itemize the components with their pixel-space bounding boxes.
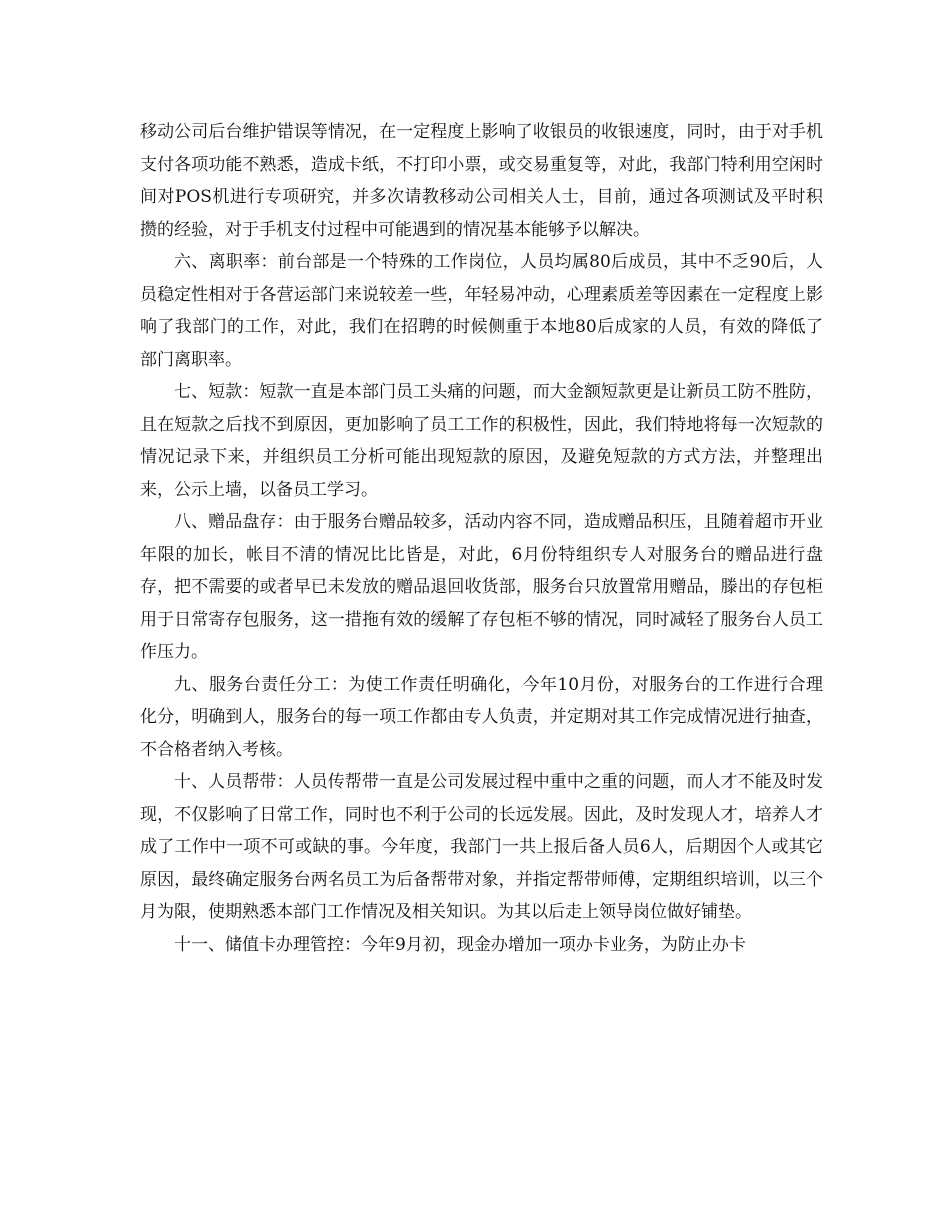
paragraph-stored-value-card: 十一、储值卡办理管控：今年9月初，现金办增加一项办卡业务，为防止办卡 <box>174 934 746 955</box>
document-page <box>140 116 823 961</box>
paragraph-responsibility-division: 九、服务台责任分工：为使工作责任明确化，今年10月份，对服务台的工作进行合理化分，明确到人，服务台的每一项工作都由专人负责，并定期对其工作完成情况进行抽查，不合格者纳入考核。 <box>140 674 823 760</box>
paragraph-cash-shortage: 七、短款：短款一直是本部门员工头痛的问题，而大金额短款更是让新员工防不胜防，且在短款之后找不到原因，更加影响了员工工作的积极性，因此，我们特地将每一次短款的情况记录下来，并组织员工分析可能出现短款的原因，及避免短款的方式方法，并整理出来，公示上墙，以备员工学习。 <box>140 382 823 500</box>
paragraph-gift-inventory: 八、赠品盘存：由于服务台赠品较多，活动内容不同，造成赠品积压，且随着超市开业年限的加长，帐目不清的情况比比皆是，对此，6月份特组织专人对服务台的赠品进行盘存，把不需要的或者早已未发放的赠品退回收货部，服务台只放置常用赠品，滕出的存包柜用于日常寄存包服务，这一措拖有效的缓解了存包柜不够的情况，同时减轻了服务台人员工作压力。 <box>140 512 823 662</box>
paragraph-staff-mentoring: 十、人员帮带：人员传帮带一直是公司发展过程中重中之重的问题，而人才不能及时发现，不仅影响了日常工作，同时也不利于公司的长远发展。因此，及时发现人才，培养人才成了工作中一项不可或缺的事。今年度，我部门一共上报后备人员6人，后期因个人或其它原因，最终确定服务台两名员工为后备帮带对象，并指定帮带师傅，定期组织培训，以三个月为限，使期熟悉本部门工作情况及相关知识。为其以后走上领导岗位做好铺垫。 <box>140 772 823 922</box>
paragraph-turnover-rate: 六、离职率：前台部是一个特殊的工作岗位，人员均属80后成员，其中不乏90后，人员稳定性相对于各营运部门来说较差一些，年轻易冲动，心理素质差等因素在一定程度上影响了我部门的工作，对此，我们在招聘的时候侧重于本地80后成家的人员，有效的降低了部门离职率。 <box>140 252 823 370</box>
paragraph-continuation: 移动公司后台维护错误等情况，在一定程度上影响了收银员的收银速度，同时，由于对手机支付各项功能不熟悉，造成卡纸，不打印小票，或交易重复等，对此，我部门特利用空闲时间对POS机进行专项研究，并多次请教移动公司相关人士，目前，通过各项测试及平时积攒的经验，对于手机支付过程中可能遇到的情况基本能够予以解决。 <box>140 122 823 240</box>
